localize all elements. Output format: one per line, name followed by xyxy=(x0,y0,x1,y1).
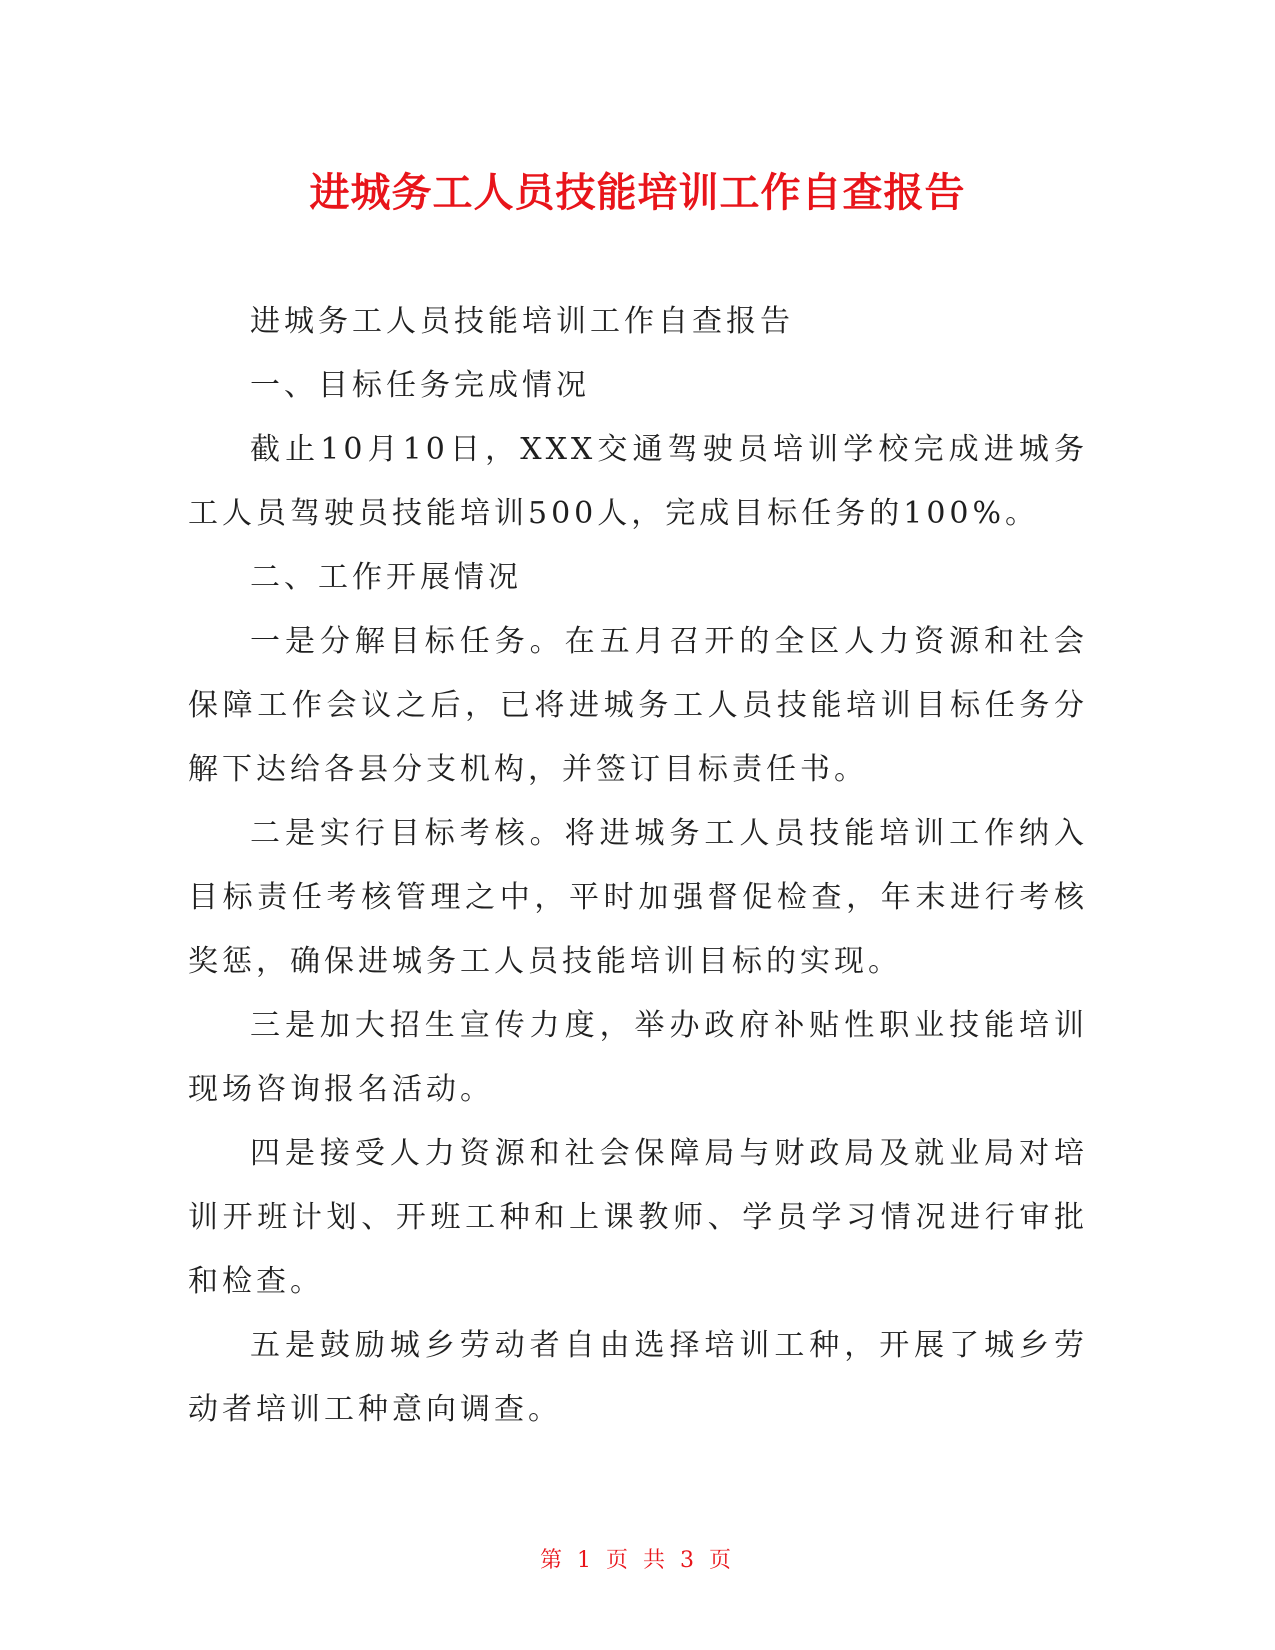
paragraph-report-heading: 进城务工人员技能培训工作自查报告 xyxy=(250,304,794,339)
paragraph-item-two: 二是实行目标考核。将进城务工人员技能培训工作纳入目标责任考核管理之中，平时加强督促检查，年末进行考核奖惩，确保进城务工人员技能培训目标的实现。 xyxy=(188,816,1088,979)
paragraph-target-completion: 截止10月10日，XXX交通驾驶员培训学校完成进城务工人员驾驶员技能培训500人，完成目标任务的100%。 xyxy=(188,432,1088,531)
paragraph-item-five: 五是鼓励城乡劳动者自由选择培训工种，开展了城乡劳动者培训工种意向调查。 xyxy=(188,1328,1088,1427)
paragraph-section-one-heading: 一、目标任务完成情况 xyxy=(250,368,590,403)
document-title: 进城务工人员技能培训工作自查报告 xyxy=(309,170,966,216)
page-number-footer: 第 1 页 共 3 页 xyxy=(540,1548,735,1573)
paragraph-section-two-heading: 二、工作开展情况 xyxy=(250,560,522,595)
document-body xyxy=(188,290,1088,1442)
paragraph-item-three: 三是加大招生宣传力度，举办政府补贴性职业技能培训现场咨询报名活动。 xyxy=(188,1008,1088,1107)
paragraph-item-four: 四是接受人力资源和社会保障局与财政局及就业局对培训开班计划、开班工种和上课教师、学员学习情况进行审批和检查。 xyxy=(188,1136,1088,1299)
paragraph-item-one: 一是分解目标任务。在五月召开的全区人力资源和社会保障工作会议之后，已将进城务工人员技能培训目标任务分解下达给各县分支机构，并签订目标责任书。 xyxy=(188,624,1088,787)
